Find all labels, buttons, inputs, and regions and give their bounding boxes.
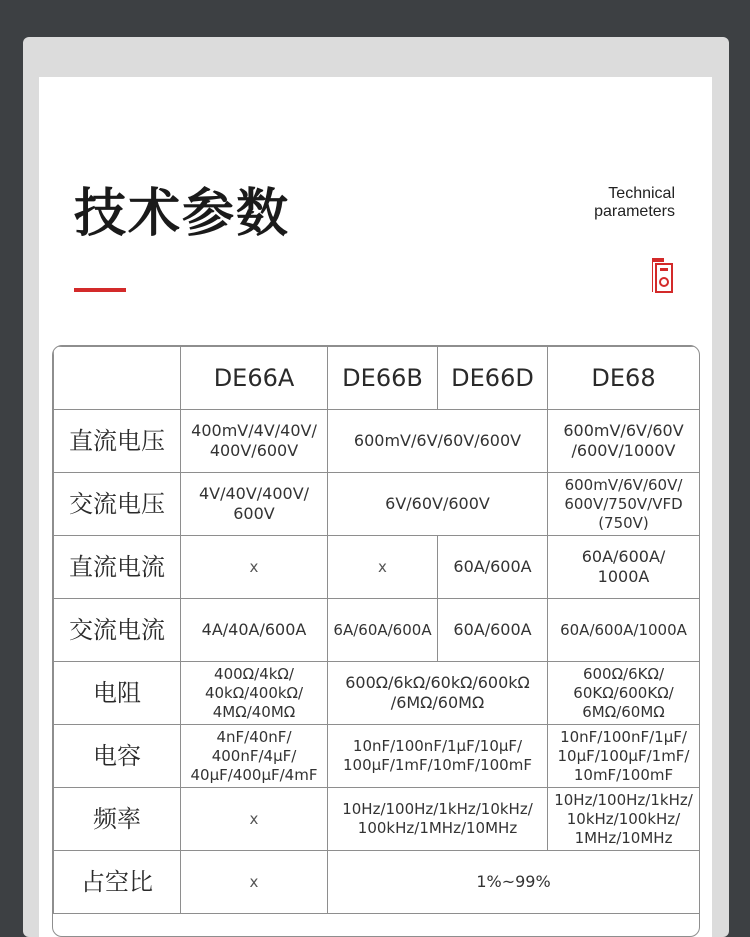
page-subtitle xyxy=(525,185,675,221)
row-label: 直流电压 xyxy=(54,410,181,473)
document-icon xyxy=(650,257,674,293)
page-title: 技术参数 xyxy=(74,184,291,244)
cell-de66b: 6A/60A/600A xyxy=(328,599,438,662)
cell-de66a: 4A/40A/600A xyxy=(181,599,328,662)
cell-de66b-de68: 1%~99% xyxy=(328,851,700,914)
table-header-row xyxy=(54,347,700,410)
row-label: 频率 xyxy=(54,788,181,851)
column-header-de66a: DE66A xyxy=(181,347,328,410)
cell-de68: 60A/600A/1000A xyxy=(548,599,700,662)
cell-de66d: 60A/600A xyxy=(438,599,548,662)
accent-divider xyxy=(74,288,126,292)
cell-de66d: 60A/600A xyxy=(438,536,548,599)
row-label: 电容 xyxy=(54,725,181,788)
cell-de66b-de66d: 6V/60V/600V xyxy=(328,473,548,536)
table-row-frequency xyxy=(54,788,700,851)
cell-de66b-de66d: 10nF/100nF/1μF/10μF/ 100μF/1mF/10mF/100mF xyxy=(328,725,548,788)
cell-de66a: x xyxy=(181,536,328,599)
spec-table xyxy=(52,345,700,937)
row-label: 占空比 xyxy=(54,851,181,914)
cell-de68: 600mV/6V/60V /600V/1000V xyxy=(548,410,700,473)
cell-de66a: 400mV/4V/40V/ 400V/600V xyxy=(181,410,328,473)
cell-de68: 600Ω/6KΩ/ 60KΩ/600KΩ/ 6MΩ/60MΩ xyxy=(548,662,700,725)
table-row-ac-voltage xyxy=(54,473,700,536)
table-row-dc-voltage xyxy=(54,410,700,473)
cell-de68: 10nF/100nF/1μF/ 10μF/100μF/1mF/ 10mF/100mF xyxy=(548,725,700,788)
table-row-resistance xyxy=(54,662,700,725)
cell-de66a: x xyxy=(181,851,328,914)
row-label: 电阻 xyxy=(54,662,181,725)
table-row-ac-current xyxy=(54,599,700,662)
column-header-de66b: DE66B xyxy=(328,347,438,410)
column-header-de68: DE68 xyxy=(548,347,700,410)
table-row-capacitance xyxy=(54,725,700,788)
row-label: 交流电压 xyxy=(54,473,181,536)
cell-de66a: x xyxy=(181,788,328,851)
cell-de68: 10Hz/100Hz/1kHz/ 10kHz/100kHz/ 1MHz/10MHz xyxy=(548,788,700,851)
corner-cell xyxy=(54,347,181,410)
cell-de66a: 4nF/40nF/ 400nF/4μF/ 40μF/400μF/4mF xyxy=(181,725,328,788)
cell-de68: 600mV/6V/60V/ 600V/750V/VFD (750V) xyxy=(548,473,700,536)
subtitle-line-2: parameters xyxy=(594,203,675,220)
subtitle-line-1: Technical xyxy=(608,185,675,202)
cell-de66a: 400Ω/4kΩ/ 40kΩ/400kΩ/ 4MΩ/40MΩ xyxy=(181,662,328,725)
cell-de66b: x xyxy=(328,536,438,599)
table-row-duty-cycle xyxy=(54,851,700,914)
cell-de66b-de66d: 600Ω/6kΩ/60kΩ/600kΩ /6MΩ/60MΩ xyxy=(328,662,548,725)
cell-de66b-de66d: 600mV/6V/60V/600V xyxy=(328,410,548,473)
row-label: 交流电流 xyxy=(54,599,181,662)
cell-de68: 60A/600A/ 1000A xyxy=(548,536,700,599)
cell-de66a: 4V/40V/400V/ 600V xyxy=(181,473,328,536)
cell-de66b-de66d: 10Hz/100Hz/1kHz/10kHz/ 100kHz/1MHz/10MHz xyxy=(328,788,548,851)
row-label: 直流电流 xyxy=(54,536,181,599)
table-row-dc-current xyxy=(54,536,700,599)
column-header-de66d: DE66D xyxy=(438,347,548,410)
